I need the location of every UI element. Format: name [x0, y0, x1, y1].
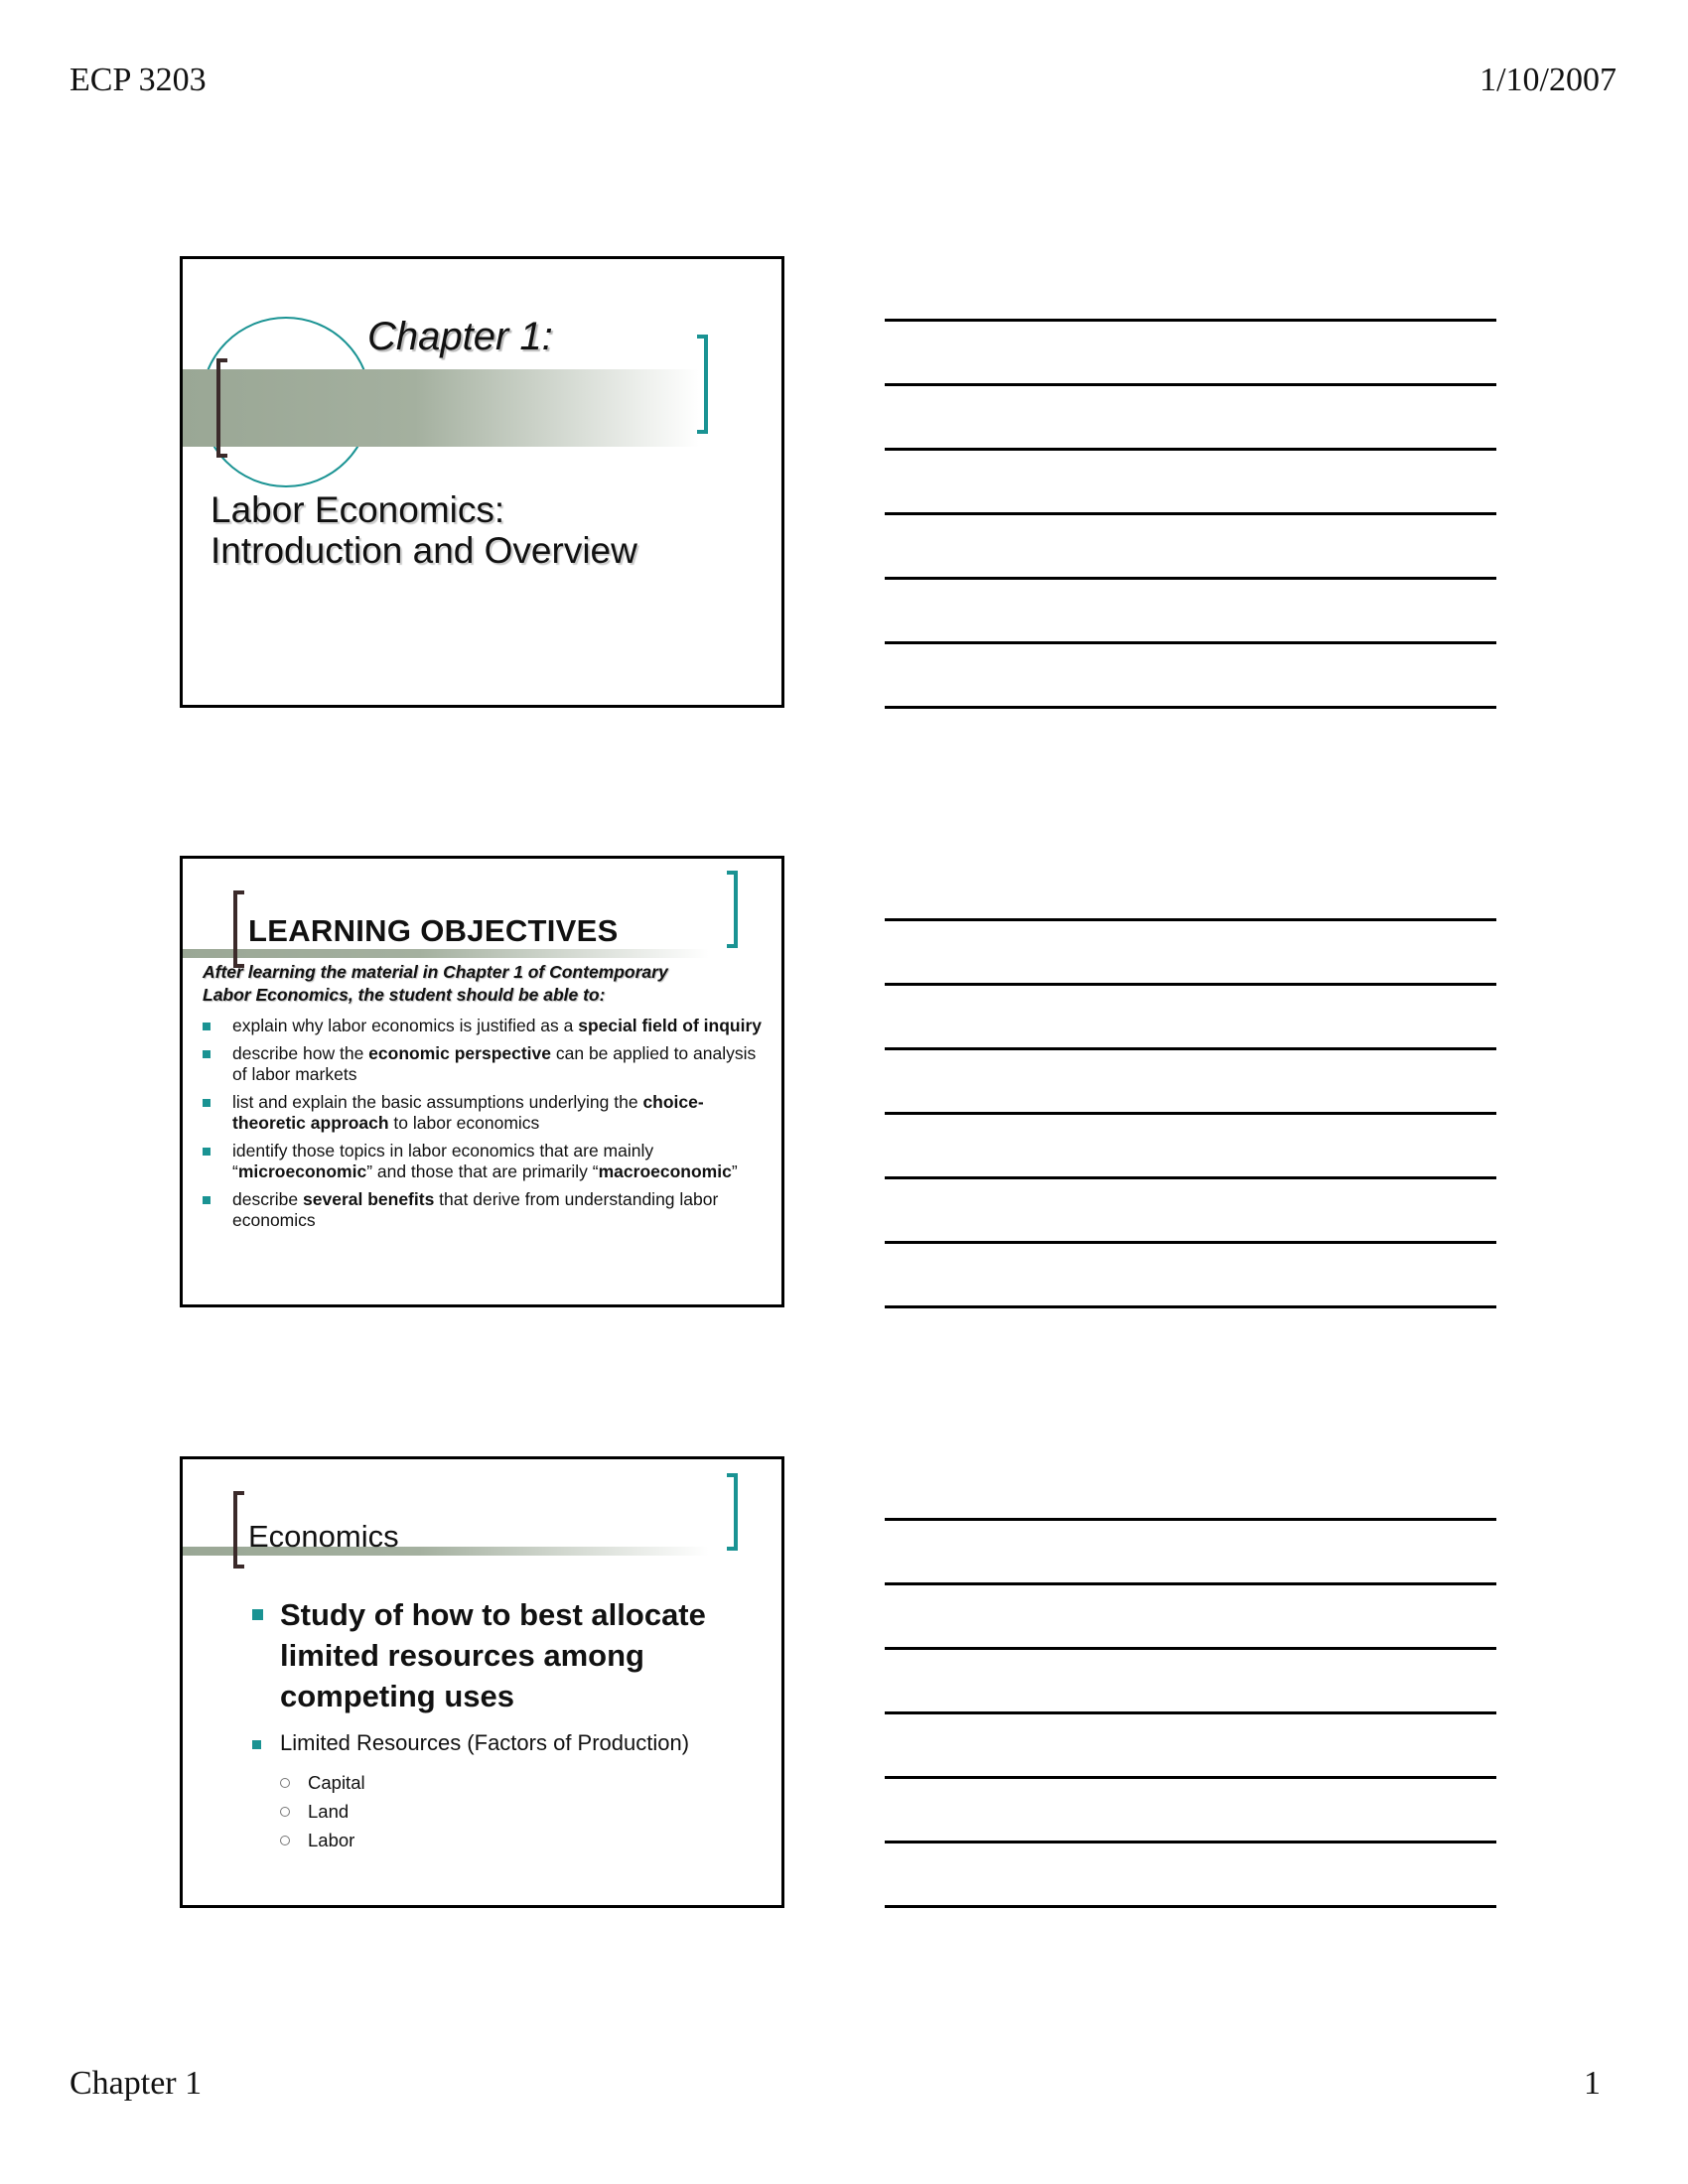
list-item: describe how the economic perspective can be applied to analysis of labor markets	[203, 1043, 767, 1086]
note-line	[885, 1241, 1496, 1244]
list-item: explain why labor economics is justified as a special field of inquiry	[203, 1016, 767, 1037]
main-point	[280, 1594, 767, 1716]
note-line	[885, 1776, 1496, 1779]
note-line	[885, 1582, 1496, 1585]
note-line	[885, 1841, 1496, 1843]
sub-point: Limited Resources (Factors of Production)	[280, 1730, 690, 1755]
square-bullet-icon	[252, 1609, 263, 1620]
gradient-band	[183, 369, 699, 447]
circle-bullet-icon	[280, 1807, 290, 1817]
list-item: identify those topics in labor economics that are mainly “microeconomic” and those that are primarily “macroeconomic”	[203, 1141, 767, 1183]
circle-bullet-icon	[280, 1778, 290, 1788]
list-item: describe several benefits that derive from understanding labor economics	[203, 1189, 767, 1232]
note-line	[885, 1305, 1496, 1308]
open-bracket-icon	[216, 358, 227, 458]
subtitle-line-1: Labor Economics:	[211, 489, 505, 530]
subtitle-line-2: Introduction and Overview	[211, 530, 637, 571]
note-line	[885, 641, 1496, 644]
note-line	[885, 512, 1496, 515]
note-line	[885, 1647, 1496, 1650]
list-item: Land	[308, 1801, 350, 1822]
close-bracket-icon	[727, 871, 738, 948]
square-bullet-icon	[252, 1740, 261, 1749]
page-header-course: ECP 3203	[70, 62, 207, 98]
page-header-date: 1/10/2007	[1479, 62, 1617, 98]
note-line	[885, 448, 1496, 451]
objectives-list	[203, 1016, 767, 1238]
note-line	[885, 1518, 1496, 1521]
slide-2	[180, 856, 784, 1307]
open-bracket-icon	[233, 1491, 244, 1569]
list-item: Capital	[308, 1772, 365, 1793]
slide-subtitle	[211, 489, 637, 571]
note-line	[885, 1711, 1496, 1714]
list-item: Labor	[308, 1830, 355, 1850]
note-line	[885, 1176, 1496, 1179]
note-line	[885, 577, 1496, 580]
page-footer-page-number: 1	[1584, 2065, 1601, 2102]
main-point-line-1: Study of how to best allocate	[280, 1597, 706, 1632]
slide-title: Chapter 1:	[367, 315, 553, 358]
note-line	[885, 319, 1496, 322]
gradient-band	[183, 949, 709, 958]
slide-title: Economics	[248, 1519, 399, 1554]
slide-1	[180, 256, 784, 708]
note-line	[885, 918, 1496, 921]
note-line	[885, 1047, 1496, 1050]
factors-list	[308, 1768, 365, 1854]
intro-line-1: After learning the material in Chapter 1 of Contemporary	[203, 962, 668, 982]
slide-title: LEARNING OBJECTIVES	[248, 913, 619, 948]
list-item: list and explain the basic assumptions underlying the choice-theoretic approach to labor economics	[203, 1092, 767, 1135]
note-line	[885, 1112, 1496, 1115]
close-bracket-icon	[697, 335, 708, 434]
note-line	[885, 383, 1496, 386]
note-line	[885, 1905, 1496, 1908]
close-bracket-icon	[727, 1473, 738, 1551]
main-point-line-3: competing uses	[280, 1679, 514, 1713]
note-line	[885, 983, 1496, 986]
note-line	[885, 706, 1496, 709]
slide-3	[180, 1456, 784, 1908]
intro-line-2: Labor Economics, the student should be able to:	[203, 985, 606, 1005]
page-footer-chapter: Chapter 1	[70, 2065, 203, 2102]
circle-bullet-icon	[280, 1836, 290, 1845]
open-bracket-icon	[233, 890, 244, 968]
main-point-line-2: limited resources among	[280, 1638, 644, 1673]
objectives-intro	[203, 961, 759, 1007]
